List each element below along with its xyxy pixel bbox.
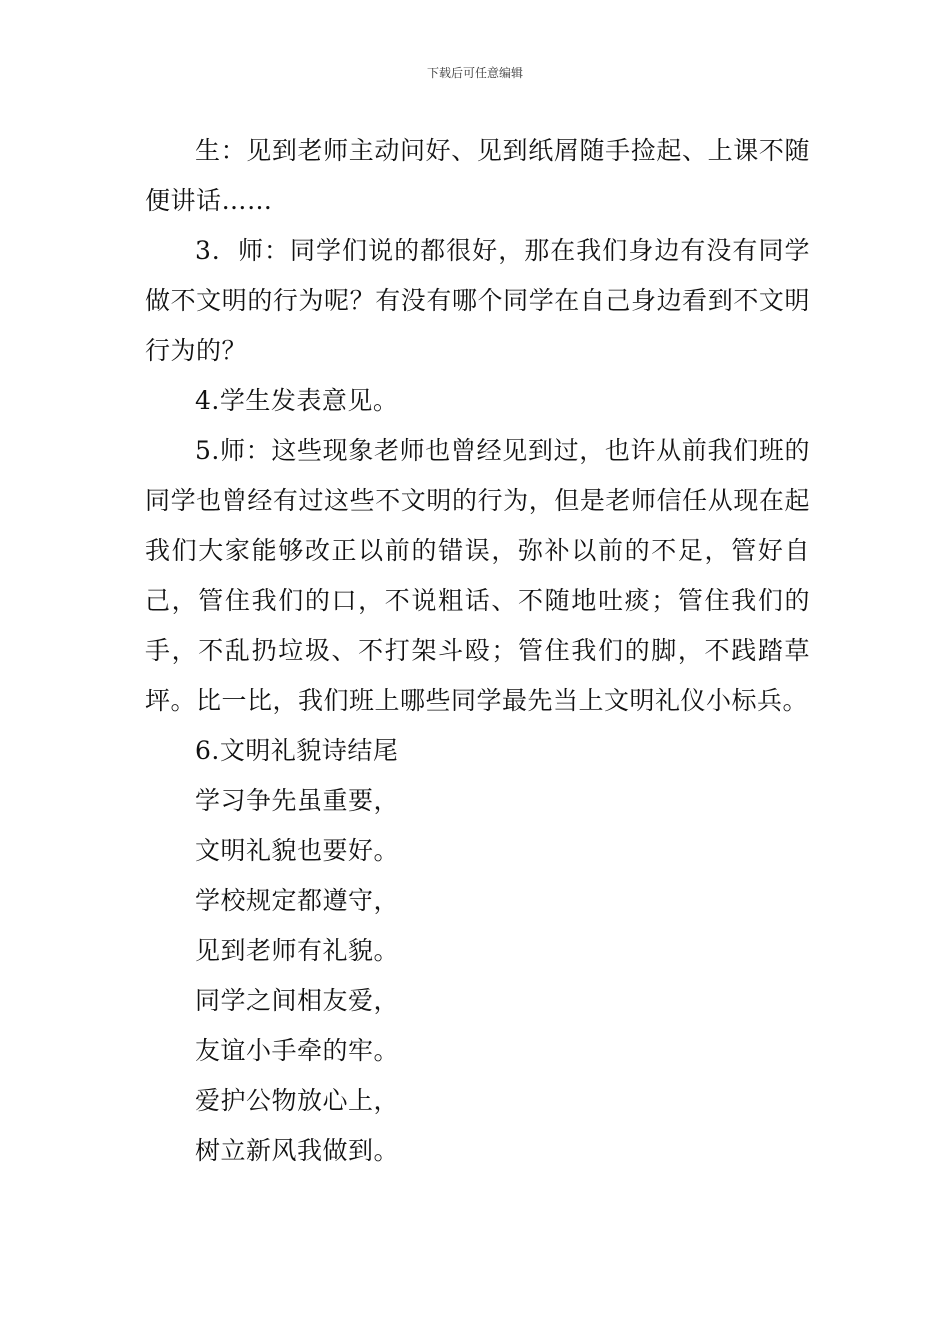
poem-line: 爱护公物放心上， [195,1086,400,1115]
poem-line: 见到老师有礼貌。 [195,936,400,965]
paragraph-step-3: 3．师：同学们说的都很好，那在我们身边有没有同学做不文明的行为呢？有没有哪个同学在自己身边看到不文明行为的？ [145,236,810,365]
poem-line: 学校规定都遵守， [195,886,400,915]
poem [145,776,810,1176]
document-body [145,126,810,1176]
poem-line: 学习争先虽重要， [195,786,400,815]
paragraph-student-answer: 生：见到老师主动问好、见到纸屑随手捡起、上课不随便讲话…… [145,136,810,215]
paragraph-step-5: 5.师：这些现象老师也曾经见到过，也许从前我们班的同学也曾经有过这些不文明的行为，但是老师信任从现在起我们大家能够改正以前的错误，弥补以前的不足，管好自己，管住我们的口，不说粗话、不随地吐痰；管住我们的手，不乱扔垃圾、不打架斗殴；管住我们的脚，不践踏草坪。比一比，我们班上哪些同学最先当上文明礼仪小标兵。 [145,436,810,715]
paragraph-step-4: 4.学生发表意见。 [195,386,399,415]
paragraph-step-6: 6.文明礼貌诗结尾 [195,736,399,765]
poem-line: 同学之间相友爱， [195,986,400,1015]
page-header: 下载后可任意编辑 [426,66,523,80]
poem-line: 树立新风我做到。 [195,1136,400,1165]
poem-line: 文明礼貌也要好。 [195,836,400,865]
poem-line: 友谊小手牵的牢。 [195,1036,400,1065]
